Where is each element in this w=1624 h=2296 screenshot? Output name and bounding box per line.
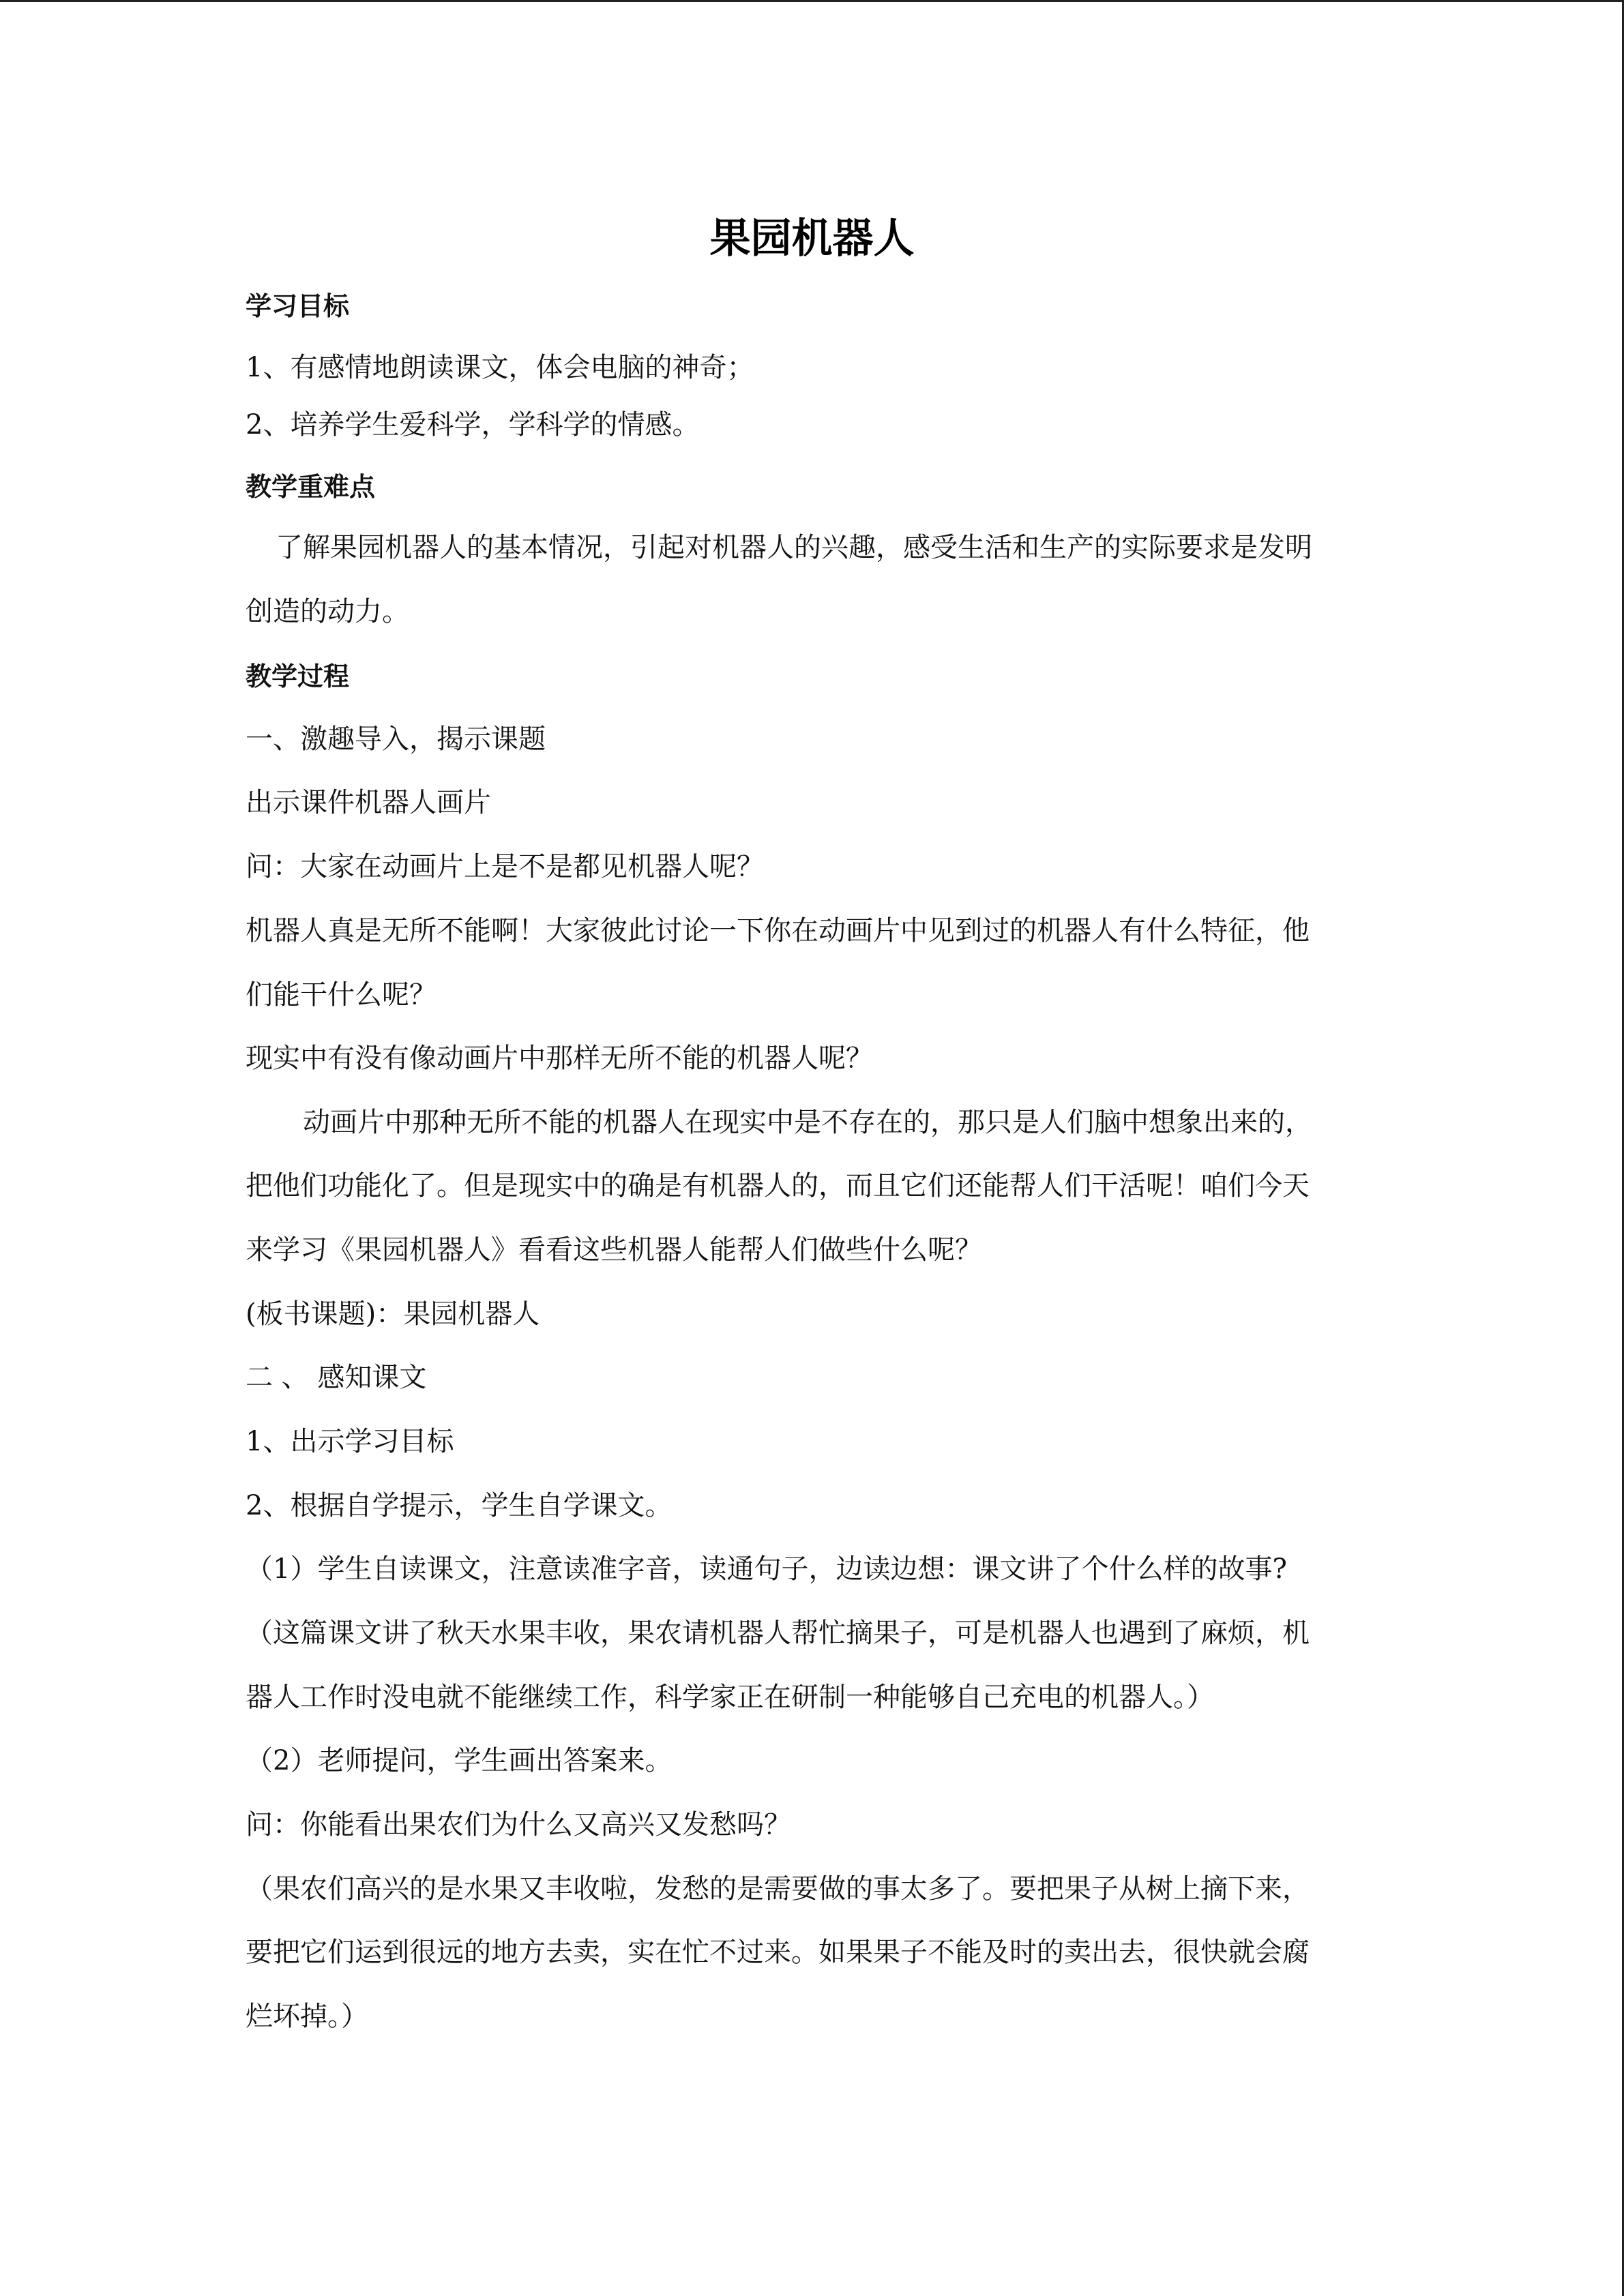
paragraph-line: 1、有感情地朗读课文，体会电脑的神奇； xyxy=(246,352,754,383)
section-heading-key-points: 教学重难点 xyxy=(246,472,376,502)
paragraph-line: 问：你能看出果农们为什么又高兴又发愁吗？ xyxy=(246,1809,791,1840)
paragraph-line: 1、出示学习目标 xyxy=(246,1426,454,1457)
paragraph-line: （2）老师提问，学生画出答案来。 xyxy=(246,1745,673,1776)
paragraph-line: 动画片中那种无所不能的机器人在现实中是不存在的，那只是人们脑中想象出来的， xyxy=(303,1107,1312,1138)
paragraph-line: （1）学生自读课文，注意读准字音，读通句子，边读边想：课文讲了个什么样的故事? xyxy=(246,1553,1287,1585)
paragraph-line: 创造的动力。 xyxy=(246,596,409,627)
section-heading-learning-goals: 学习目标 xyxy=(246,291,350,321)
paragraph-line: (板书课题)：果园机器人 xyxy=(246,1298,540,1330)
paragraph-line: 二 、 感知课文 xyxy=(246,1362,427,1393)
paragraph-line: 把他们功能化了。但是现实中的确是有机器人的，而且它们还能帮人们干活呢！咱们今天 xyxy=(246,1170,1310,1202)
paragraph-line: 2、根据自学提示，学生自学课文。 xyxy=(246,1490,673,1521)
paragraph-line: （果农们高兴的是水果又丰收啦，发愁的是需要做的事太多了。要把果子从树上摘下来， xyxy=(246,1873,1310,1905)
paragraph-line: 要把它们运到很远的地方去卖，实在忙不过来。如果果子不能及时的卖出去，很快就会腐 xyxy=(246,1937,1310,1968)
paragraph-line: 问：大家在动画片上是不是都见机器人呢？ xyxy=(246,851,764,882)
paragraph-line: 烂坏掉。） xyxy=(246,2001,368,2032)
paragraph-line: 们能干什么呢？ xyxy=(246,979,437,1011)
paragraph-line: 了解果园机器人的基本情况，引起对机器人的兴趣，感受生活和生产的实际要求是发明 xyxy=(276,532,1312,563)
paragraph-line: 来学习《果园机器人》看看这些机器人能帮人们做些什么呢？ xyxy=(246,1234,982,1266)
paragraph-line: 一、激趣导入，揭示课题 xyxy=(246,724,546,755)
section-heading-teaching-process: 教学过程 xyxy=(246,661,350,691)
paragraph-line: 2、培养学生爱科学，学科学的情感。 xyxy=(246,409,700,441)
document-title: 果园机器人 xyxy=(709,215,915,263)
paragraph-line: 机器人真是无所不能啊！大家彼此讨论一下你在动画片中见到过的机器人有什么特征，他 xyxy=(246,915,1310,946)
paragraph-line: 器人工作时没电就不能继续工作，科学家正在研制一种能够自己充电的机器人。） xyxy=(246,1682,1214,1713)
paragraph-line: 出示课件机器人画片 xyxy=(246,787,491,818)
paragraph-line: （这篇课文讲了秋天水果丰收，果农请机器人帮忙摘果子，可是机器人也遇到了麻烦，机 xyxy=(246,1617,1310,1649)
paragraph-line: 现实中有没有像动画片中那样无所不能的机器人呢？ xyxy=(246,1043,873,1074)
